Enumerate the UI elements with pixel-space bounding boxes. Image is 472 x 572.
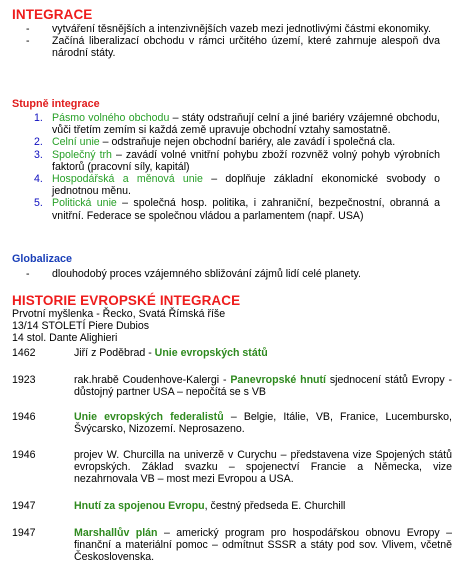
integrace-list — [26, 23, 440, 60]
globalizace-list — [26, 268, 440, 280]
list-item: - Začíná liberalizací obchodu v rámci určitého území, které zahrnuje alespoň dva národní státy. — [26, 35, 440, 60]
list-item: - vytváření těsnějších a intenzivnějších vazeb mezi jednotlivými částmi ekonomiky. — [26, 23, 431, 35]
stupne-list — [34, 112, 440, 222]
heading-globalizace: Globalizace — [12, 253, 73, 265]
historie-intro: Prvotní myšlenka - Řecko, Svatá Římská říše 13/14 STOLETÍ Piere Dubios 14 stol. Dante Alighieri — [12, 308, 226, 345]
list-item: 5. Politická unie – společná hosp. politika, i zahraniční, bezpečnostní, obranná a vnitřní. Federace se společnou vládou a parlamentem (např. USA) — [34, 197, 440, 222]
list-item: 2. Celní unie – odstraňuje nejen obchodní bariéry, ale zavádí i společná cla. — [34, 136, 396, 149]
list-item: - dlouhodobý proces vzájemného sbližování zájmů lidí celé planety. — [26, 268, 361, 280]
heading-historie: HISTORIE EVROPSKÉ INTEGRACE — [12, 293, 241, 308]
heading-stupne-integrace: Stupně integrace — [12, 98, 100, 110]
list-item: 3. Společný trh – zavádí volné vnitřní pohybu zboží rozvněž volný pohyb výrobních faktorů (pracovní síly, kapitál) — [34, 148, 440, 173]
document-page: INTEGRACE - vytváření těsnějších a intenzivnějších vazeb mezi jednotlivými částmi ekonomiky. - Začíná liberalizací obchodu v rámci určitého území, které zahrnuje alespoň dva národní státy. Stupně integrace 1. Pásmo volného obchodu – státy odstraňují celní a jiné bariéry vzájemné obchodu, vůči třetím zemím si každá země upravuje obchodní vztahy samostatně. 2. Celní unie – odstraňuje nejen obchodní bariéry, ale zavádí i společná cla. 3. Společný trh – zavádí volné vnitřní pohybu zboží rozvněž volný pohyb výrobních faktorů (pracovní síly, kapitál) 4. Hospodářská a měnová unie – doplňuje základní ekonomické svobody o jednotnou měnu. 5. Politická unie – společná hosp. politika, i zahraniční, bezpečnostní, obranná a vnitřní. Federace se společnou vládou a parlamentem (např. USA) Globalizace - dlouhodobý proces vzájemného sbližování zájmů lidí celé planety. HISTORIE EVROPSKÉ INTEGRACE Prvotní myšlenka - Řecko, Svatá Římská říše 13/14 STOLETÍ Piere Dubios 14 stol. Dante Alighieri 1462 Jiří z Poděbrad - Unie evropských států 1923 rak.hrabě Coudenhove-Kalergi - Panevropské hnutí sjednocení států Evropy - důstojný partner USA – nepočítá se s VB 1946 Unie evropských federalistů – Belgie, Itálie, VB, Franice, Lucembursko, Švýcarsko, Nizozemí. Neprosazeno. 1946 projev W. Churcilla na univerzě v Curychu – představena vize Spojených států evropských. Základ svazku – spojenectví Francie a Německa, vize nezahrnovala VB – most mezi Evropou a USA. 1947 Hnutí za spojenou Evropu, čestný předseda E. Churchill 1947 Marshallův plán – americký program pro hospodářskou obnovu Evropy –finanční a materiální pomoc – odmítnut SSSR a státy pod sov. Vlivem, včetně Československa. — [12, 7, 453, 564]
list-item: 4. Hospodářská a měnová unie – doplňuje základní ekonomické svobody o jednotnou měnu. — [34, 173, 440, 198]
list-item: 1. Pásmo volného obchodu – státy odstraňují celní a jiné bariéry vzájemné obchodu, vůči třetím zemím si každá země upravuje obchodní vztahy samostatně. — [34, 112, 440, 137]
heading-integrace: INTEGRACE — [12, 7, 93, 22]
